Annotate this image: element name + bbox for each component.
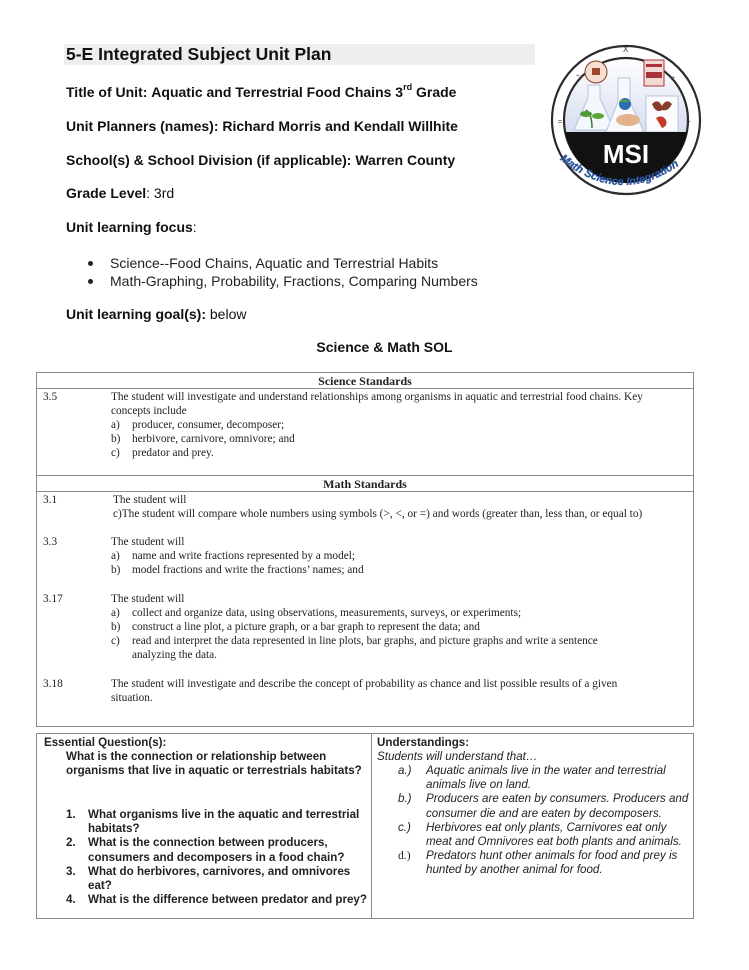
svg-text:=: = (558, 119, 563, 126)
list-item: b.) Producers are eaten by consumers. Producers and consumer die and are eaten by decomposers. (398, 792, 689, 820)
understandings-label: Understandings: (377, 736, 470, 749)
standard-code: 3.17 (43, 593, 63, 605)
svg-text:X: X (623, 45, 629, 54)
list-item: 2. What is the connection between producers, consumers and decomposers in a food chain? (66, 836, 345, 864)
understandings-intro: Students will understand that… (377, 750, 538, 763)
school-line (66, 152, 455, 169)
standard-code: 3.3 (43, 536, 58, 548)
list-item: 4. What is the difference between predator and prey? (66, 893, 367, 907)
unit-title-label: Title of Unit: (66, 84, 148, 100)
standard-code: 3.5 (43, 391, 58, 403)
planners-label: Unit Planners (names): (66, 118, 219, 134)
essential-questions-table (36, 733, 694, 919)
list-item: c.) Herbivores eat only plants, Carnivores eat only meat and Omnivores eat both plants and animals. (398, 820, 682, 849)
focus-label: Unit learning focus (66, 219, 193, 235)
unit-planners-line (66, 118, 458, 135)
svg-text:Math Science Integration: Math Science Integration (557, 152, 681, 189)
understandings-list (398, 764, 693, 878)
svg-text:+: + (671, 75, 676, 82)
list-item: Math-Graphing, Probability, Fractions, Comparing Numbers (88, 272, 478, 290)
school-label: School(s) & School Division (if applicable): (66, 152, 352, 168)
list-item: 1. What organisms live in the aquatic and terrestrial habitats? (66, 808, 360, 836)
essential-question-main: What is the connection or relationship between organisms that live in aquatic or terrestrials habitats? (66, 750, 362, 778)
grade-label: Grade Level (66, 185, 147, 201)
standard-text: The student will investigate and understand relationships among organisms in aquatic and terrestrial food chains. Key concepts include a) producer, consumer, decomposer; b) herbivore, carnivore, omnivore; and c) predator and prey. (111, 391, 643, 459)
svg-text:÷: ÷ (576, 73, 580, 80)
math-standards-header: Math Standards (37, 477, 693, 492)
unit-title-value: Aquatic and Terrestrial Food Chains 3rd Grade (151, 82, 457, 100)
goals-value: below (209, 306, 247, 322)
essential-questions-cell (37, 734, 372, 918)
grade-value: : 3rd (146, 185, 175, 201)
list-item: a.) Aquatic animals live in the water and terrestrial animals live on land. (398, 764, 666, 792)
list-item: d.) Predators hunt other animals for food and prey is hunted by another animal for food. (398, 849, 678, 877)
school-value: Warren County (355, 152, 456, 168)
bullet-icon (88, 279, 93, 284)
list-item: Science--Food Chains, Aquatic and Terrestrial Habits (88, 254, 478, 272)
standard-text: The student will c)The student will compare whole numbers using symbols (>, <, or =) and words (greater than, less than, or equal to) (113, 494, 643, 520)
svg-text:MSI: MSI (602, 139, 650, 169)
learning-goals-line (66, 306, 246, 323)
bullet-icon (88, 261, 93, 266)
list-item: 3. What do herbivores, carnivores, and omnivores eat? (66, 864, 351, 893)
document-title: 5-E Integrated Subject Unit Plan (66, 44, 332, 64)
msi-logo-icon (548, 40, 704, 212)
sol-heading: Science & Math SOL (316, 339, 453, 355)
unit-title-line (66, 84, 456, 101)
standard-code: 3.1 (43, 494, 58, 506)
learning-focus-list (88, 254, 478, 290)
standard-code: 3.18 (43, 678, 63, 690)
svg-text:+: + (686, 117, 691, 126)
section-divider (37, 475, 693, 476)
grade-level-line (66, 185, 174, 202)
planners-value: Richard Morris and Kendall Willhite (222, 118, 458, 134)
understandings-cell (372, 734, 693, 918)
standard-text: The student will a) collect and organize data, using observations, measurements, surveys, or experiments; b) construct a line plot, a picture graph, or a bar graph to represent the data; and c) read and interpret the data represented in line plots, bar graphs, and picture graphs and write a sentence analyzing the data. (111, 593, 598, 661)
science-standards-header: Science Standards (37, 374, 693, 389)
standard-text: The student will a) name and write fractions represented by a model; b) model fractions and write the fractions’ names; and (111, 536, 364, 576)
standards-table (36, 372, 694, 727)
standard-text: The student will investigate and describe the concept of probability as chance and list possible results of a given situation. (111, 678, 618, 704)
learning-focus-line: Unit learning focus: (66, 219, 197, 235)
essential-questions-label: Essential Question(s): (44, 736, 167, 749)
essential-questions-list (66, 808, 371, 907)
goals-label: Unit learning goal(s): (66, 306, 206, 322)
